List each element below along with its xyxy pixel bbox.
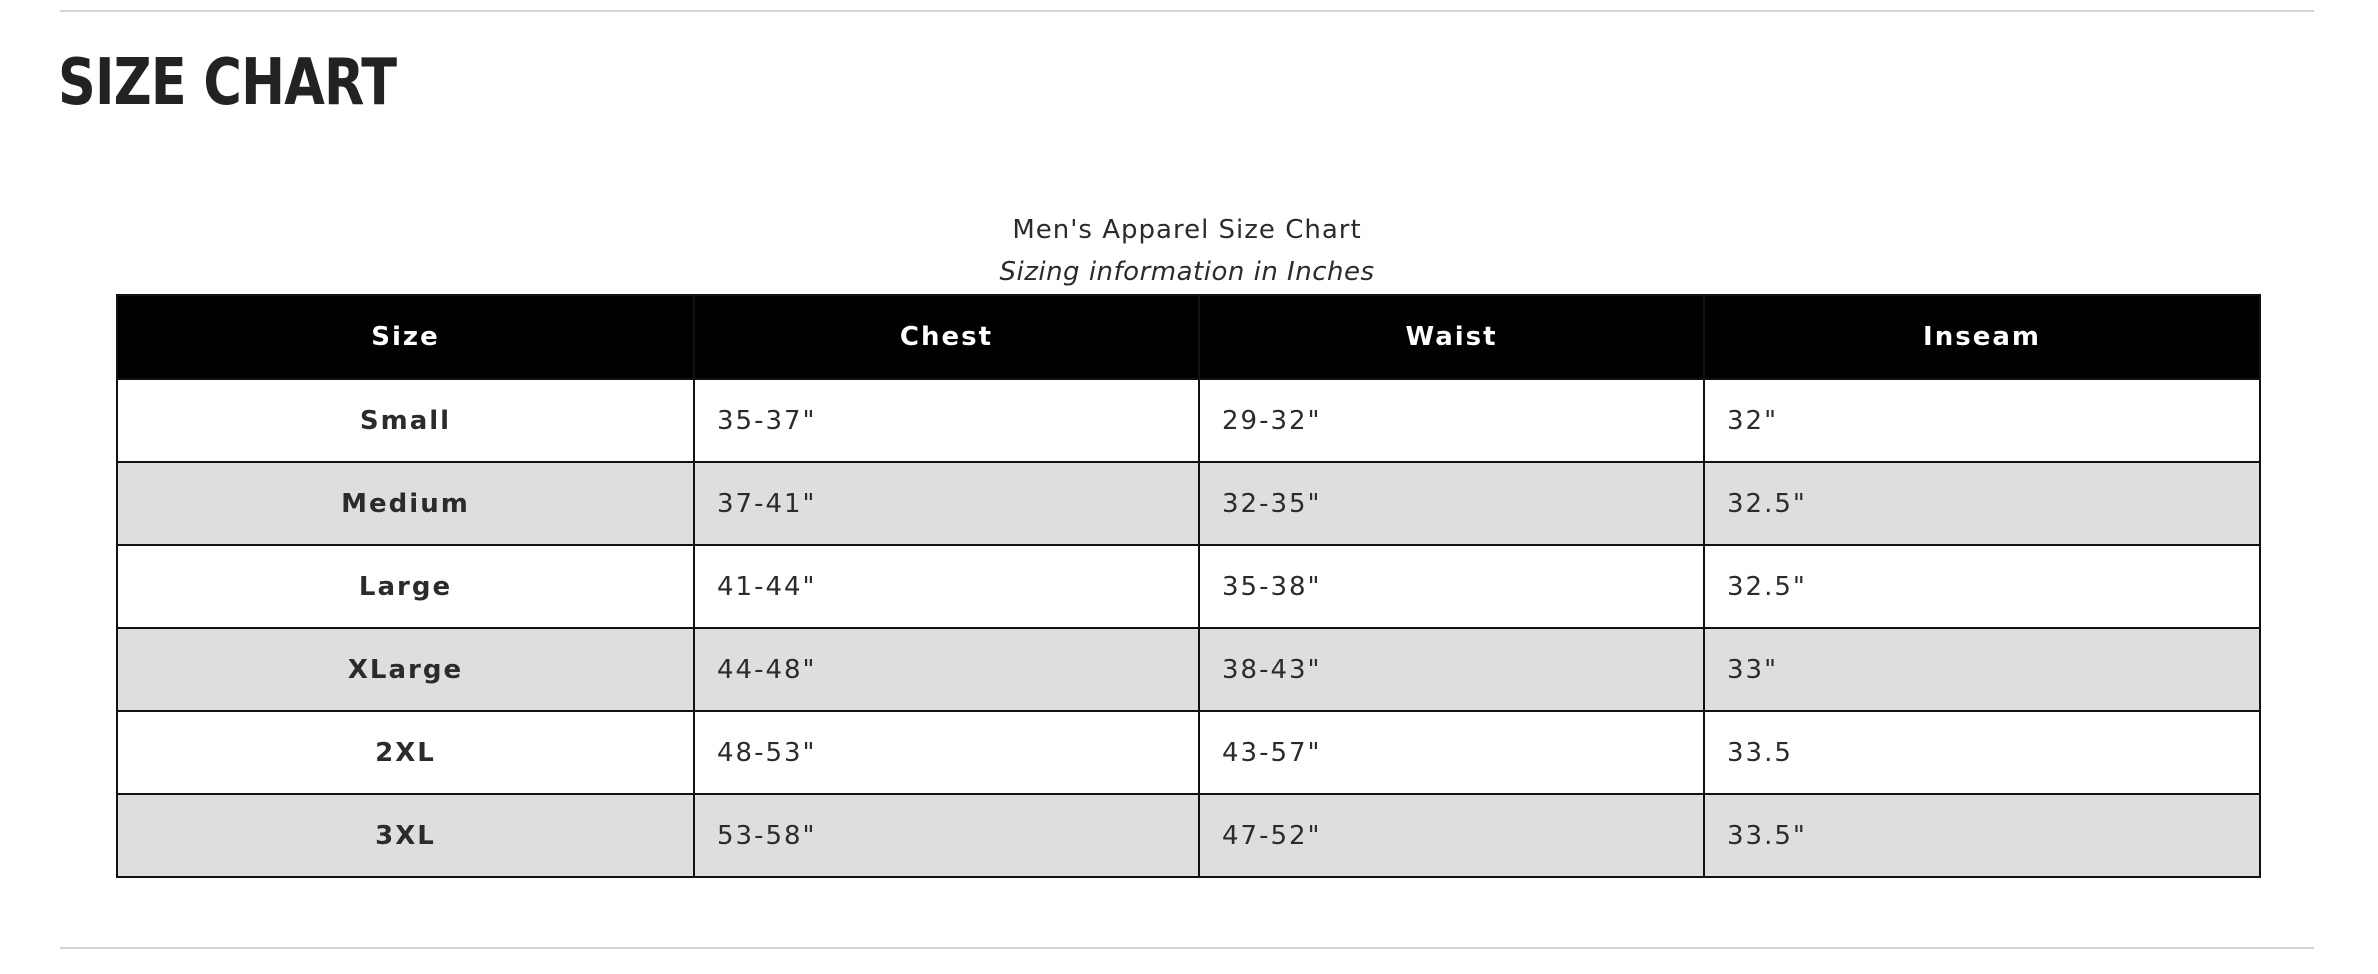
- size-cell: 2XL: [117, 711, 694, 794]
- waist-cell: 35-38": [1199, 545, 1704, 628]
- bottom-divider: [60, 947, 2314, 949]
- waist-cell: 38-43": [1199, 628, 1704, 711]
- chest-cell: 44-48": [694, 628, 1199, 711]
- inseam-cell: 32.5": [1704, 462, 2260, 545]
- header-waist: Waist: [1199, 295, 1704, 379]
- inseam-cell: 33.5": [1704, 794, 2260, 877]
- chest-cell: 53-58": [694, 794, 1199, 877]
- waist-cell: 29-32": [1199, 379, 1704, 462]
- page-title: SIZE CHART: [58, 46, 397, 120]
- table-row: [117, 628, 2260, 711]
- size-chart-table: [116, 294, 2261, 878]
- inseam-cell: 32": [1704, 379, 2260, 462]
- inseam-cell: 32.5": [1704, 545, 2260, 628]
- size-cell: XLarge: [117, 628, 694, 711]
- chest-cell: 37-41": [694, 462, 1199, 545]
- top-divider: [60, 10, 2314, 12]
- chest-cell: 48-53": [694, 711, 1199, 794]
- table-row: [117, 545, 2260, 628]
- header-chest: Chest: [694, 295, 1199, 379]
- chest-cell: 35-37": [694, 379, 1199, 462]
- header-size: Size: [117, 295, 694, 379]
- table-header-row: [117, 295, 2260, 379]
- size-cell: Small: [117, 379, 694, 462]
- waist-cell: 47-52": [1199, 794, 1704, 877]
- header-inseam: Inseam: [1704, 295, 2260, 379]
- inseam-cell: 33": [1704, 628, 2260, 711]
- waist-cell: 32-35": [1199, 462, 1704, 545]
- size-cell: Large: [117, 545, 694, 628]
- table-row: [117, 462, 2260, 545]
- table-row: [117, 379, 2260, 462]
- table-caption: Men's Apparel Size Chart: [1012, 215, 1362, 245]
- table-row: [117, 794, 2260, 877]
- table-row: [117, 711, 2260, 794]
- table-subcaption: Sizing information in Inches: [999, 257, 1375, 287]
- size-cell: 3XL: [117, 794, 694, 877]
- inseam-cell: 33.5: [1704, 711, 2260, 794]
- chest-cell: 41-44": [694, 545, 1199, 628]
- size-cell: Medium: [117, 462, 694, 545]
- waist-cell: 43-57": [1199, 711, 1704, 794]
